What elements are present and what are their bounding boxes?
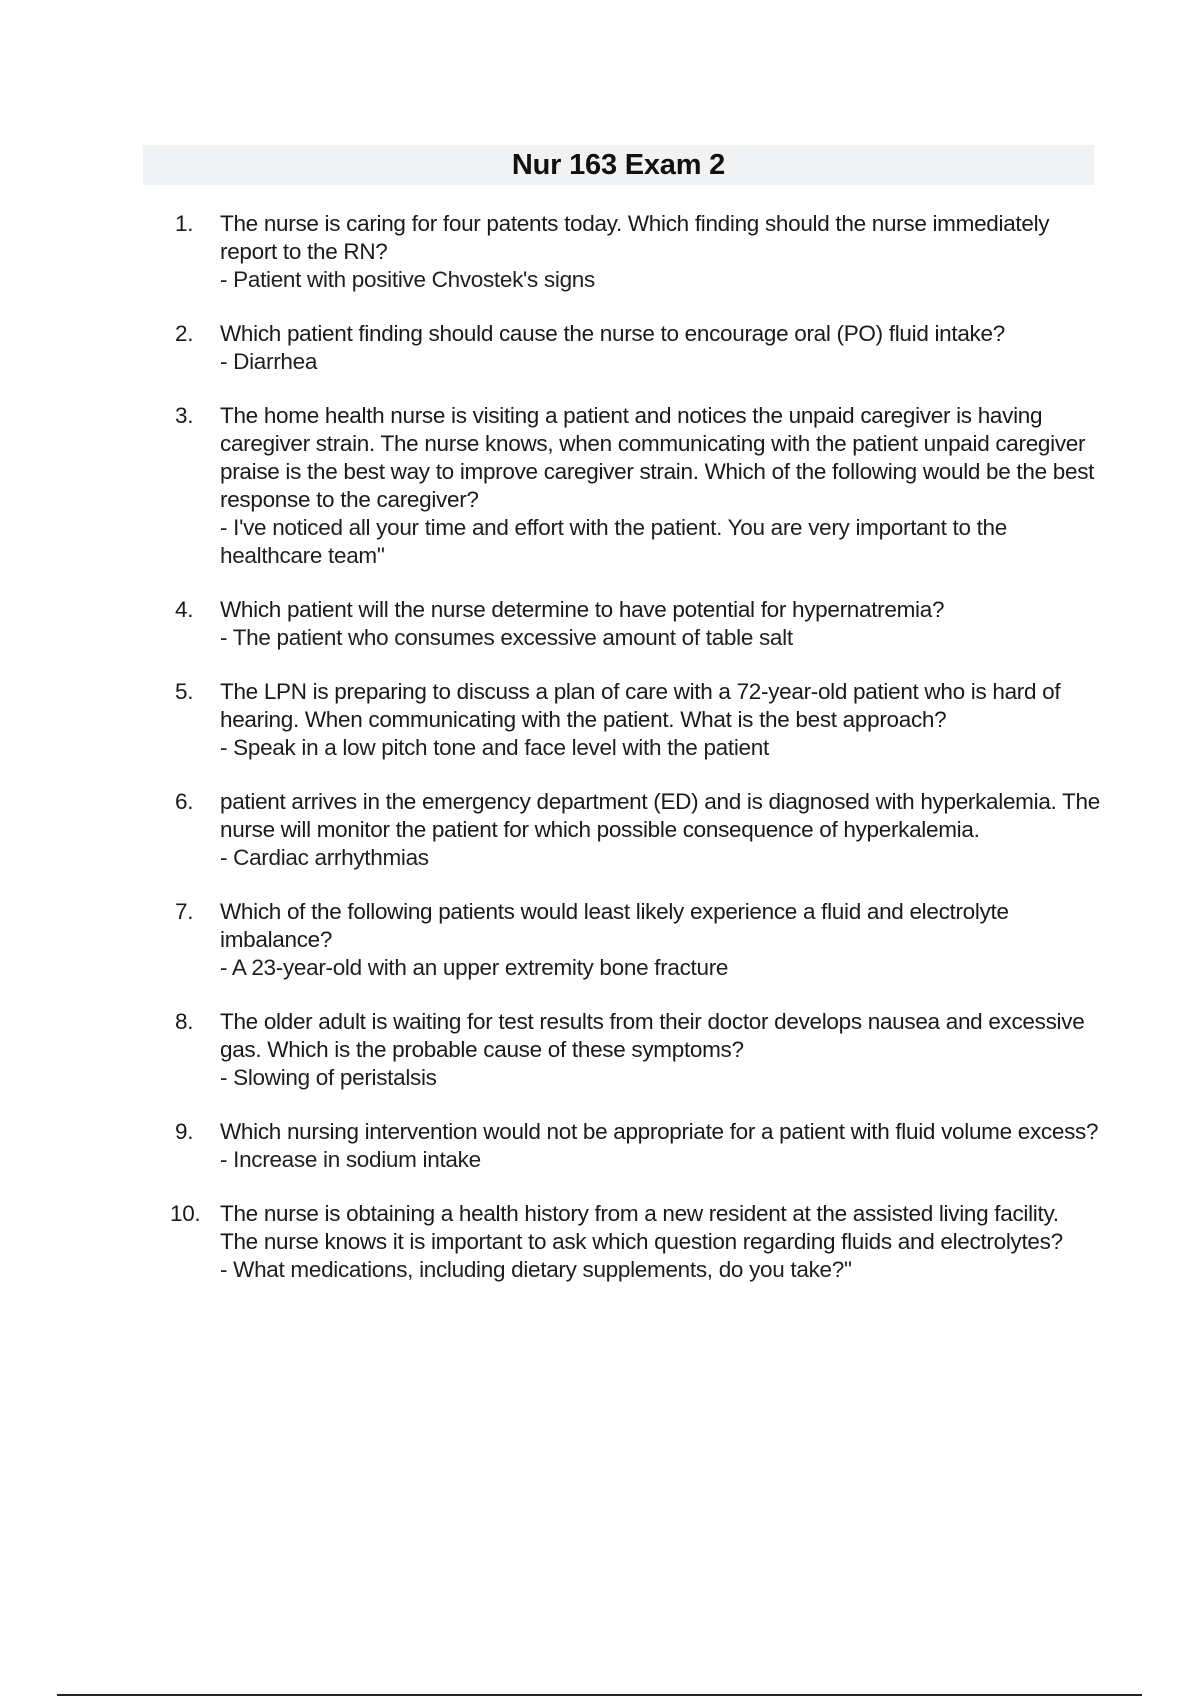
question-text: The nurse is obtaining a health history from a new resident at the assisted living facility. The nurse knows it is important to ask which question regarding fluids and electrolytes? bbox=[220, 1201, 1063, 1254]
question-text: The nurse is caring for four patents today. Which finding should the nurse immediately report to the RN? bbox=[220, 211, 1050, 264]
question-item-5 bbox=[175, 678, 1100, 762]
question-text: The home health nurse is visiting a patient and notices the unpaid caregiver is having caregiver strain. The nurse knows, when communicating with the patient unpaid caregiver praise is the best way to improve caregiver strain. Which of the following would be the best response to the caregiver? bbox=[220, 403, 1095, 512]
question-item-4 bbox=[175, 596, 1100, 652]
question-number: 8. bbox=[175, 1009, 194, 1034]
question-number: 5. bbox=[175, 679, 194, 704]
question-text: patient arrives in the emergency department (ED) and is diagnosed with hyperkalemia. The nurse will monitor the patient for which possible consequence of hyperkalemia. bbox=[220, 789, 1100, 842]
answer-text: - Diarrhea bbox=[220, 349, 318, 374]
footer-rule bbox=[57, 1694, 1142, 1696]
question-text: The older adult is waiting for test results from their doctor develops nausea and excessive gas. Which is the probable cause of these symptoms? bbox=[220, 1009, 1085, 1062]
question-number: 9. bbox=[175, 1119, 194, 1144]
question-text: Which patient will the nurse determine to have potential for hypernatremia? bbox=[220, 597, 945, 622]
answer-text: - I've noticed all your time and effort with the patient. You are very important to the healthcare team" bbox=[220, 515, 1007, 568]
question-item-7 bbox=[175, 898, 1100, 982]
answer-text: - What medications, including dietary supplements, do you take?" bbox=[220, 1257, 852, 1282]
answer-text: - A 23-year-old with an upper extremity bone fracture bbox=[220, 955, 729, 980]
question-item-8 bbox=[175, 1008, 1100, 1092]
question-item-1 bbox=[175, 210, 1100, 294]
question-item-3 bbox=[175, 402, 1100, 570]
question-text: Which of the following patients would least likely experience a fluid and electrolyte imbalance? bbox=[220, 899, 1009, 952]
answer-text: - Increase in sodium intake bbox=[220, 1147, 481, 1172]
question-item-10 bbox=[170, 1200, 1100, 1284]
question-number: 1. bbox=[175, 211, 194, 236]
page-title: Nur 163 Exam 2 bbox=[511, 149, 726, 181]
answer-text: - The patient who consumes excessive amount of table salt bbox=[220, 625, 793, 650]
question-number: 10. bbox=[170, 1201, 201, 1226]
question-list bbox=[170, 210, 1100, 1284]
answer-text: - Slowing of peristalsis bbox=[220, 1065, 437, 1090]
question-number: 3. bbox=[175, 403, 194, 428]
question-text: Which nursing intervention would not be appropriate for a patient with fluid volume excess? bbox=[220, 1119, 1099, 1144]
answer-text: - Patient with positive Chvostek's signs bbox=[220, 267, 595, 292]
question-number: 7. bbox=[175, 899, 194, 924]
question-item-9 bbox=[175, 1118, 1100, 1174]
question-number: 2. bbox=[175, 321, 194, 346]
question-item-6 bbox=[175, 788, 1100, 872]
question-text: Which patient finding should cause the nurse to encourage oral (PO) fluid intake? bbox=[220, 321, 1005, 346]
question-number: 4. bbox=[175, 597, 194, 622]
question-text: The LPN is preparing to discuss a plan of care with a 72-year-old patient who is hard of hearing. When communicating with the patient. What is the best approach? bbox=[220, 679, 1061, 732]
question-number: 6. bbox=[175, 789, 194, 814]
answer-text: - Cardiac arrhythmias bbox=[220, 845, 429, 870]
question-item-2 bbox=[175, 320, 1100, 376]
answer-text: - Speak in a low pitch tone and face level with the patient bbox=[220, 735, 769, 760]
